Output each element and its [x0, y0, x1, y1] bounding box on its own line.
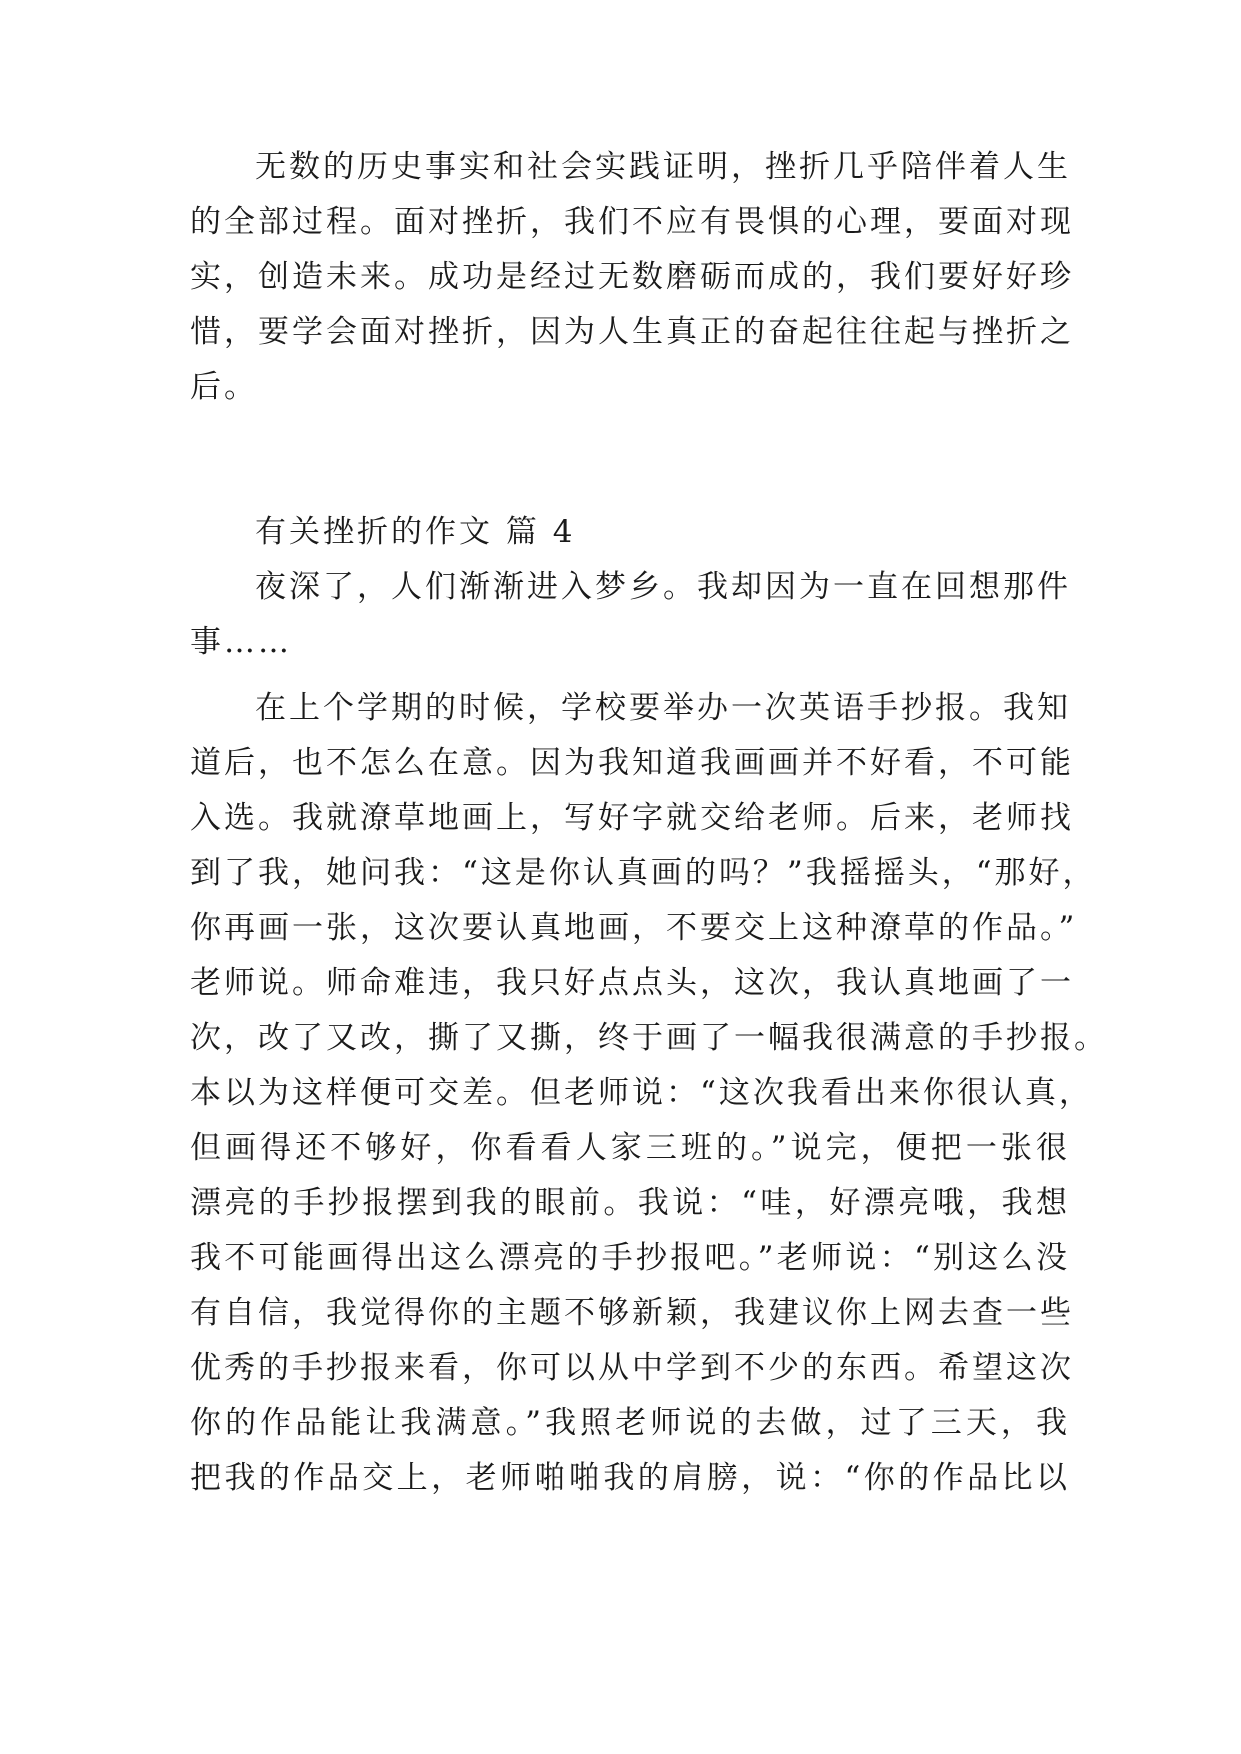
- paragraph-line: 你再画一张，这次要认真地画，不要交上这种潦草的作品。”: [190, 910, 1078, 946]
- paragraph-line: 优秀的手抄报来看，你可以从中学到不少的东西。希望这次: [190, 1350, 1074, 1386]
- paragraph-line: 惜，要学会面对挫折，因为人生真正的奋起往往起与挫折之: [190, 314, 1074, 350]
- paragraph-line: 在上个学期的时候，学校要举办一次英语手抄报。我知: [255, 690, 1071, 726]
- section-heading: 有关挫折的作文 篇 4: [255, 514, 576, 550]
- paragraph-line: 实，创造未来。成功是经过无数磨砺而成的，我们要好好珍: [190, 259, 1074, 295]
- paragraph-line: 后。: [190, 369, 258, 405]
- paragraph-line: 次，改了又改，撕了又撕，终于画了一幅我很满意的手抄报。: [190, 1020, 1108, 1056]
- paragraph-line: 入选。我就潦草地画上，写好字就交给老师。后来，老师找: [190, 800, 1074, 836]
- paragraph-line: 但画得还不够好，你看看人家三班的。”说完，便把一张很: [190, 1130, 1070, 1166]
- paragraph-line: 夜深了，人们渐渐进入梦乡。我却因为一直在回想那件: [255, 569, 1071, 605]
- paragraph-line: 把我的作品交上，老师啪啪我的肩膀，说：“你的作品比以: [190, 1460, 1070, 1496]
- paragraph-line: 道后，也不怎么在意。因为我知道我画画并不好看，不可能: [190, 745, 1074, 781]
- paragraph-line: 漂亮的手抄报摆到我的眼前。我说：“哇，好漂亮哦，我想: [190, 1185, 1070, 1221]
- paragraph-line: 到了我，她问我：“这是你认真画的吗？”我摇摇头，“那好，: [190, 855, 1097, 891]
- paragraph-line: 事……: [190, 624, 292, 660]
- paragraph-line: 有自信，我觉得你的主题不够新颖，我建议你上网去查一些: [190, 1295, 1074, 1331]
- paragraph-line: 的全部过程。面对挫折，我们不应有畏惧的心理，要面对现: [190, 204, 1074, 240]
- paragraph-line: 老师说。师命难违，我只好点点头，这次，我认真地画了一: [190, 965, 1074, 1001]
- paragraph-line: 无数的历史事实和社会实践证明，挫折几乎陪伴着人生: [255, 149, 1071, 185]
- paragraph-line: 本以为这样便可交差。但老师说：“这次我看出来你很认真，: [190, 1075, 1093, 1111]
- paragraph-line: 我不可能画得出这么漂亮的手抄报吧。”老师说：“别这么没: [190, 1240, 1070, 1276]
- paragraph-line: 你的作品能让我满意。”我照老师说的去做，过了三天，我: [190, 1405, 1070, 1441]
